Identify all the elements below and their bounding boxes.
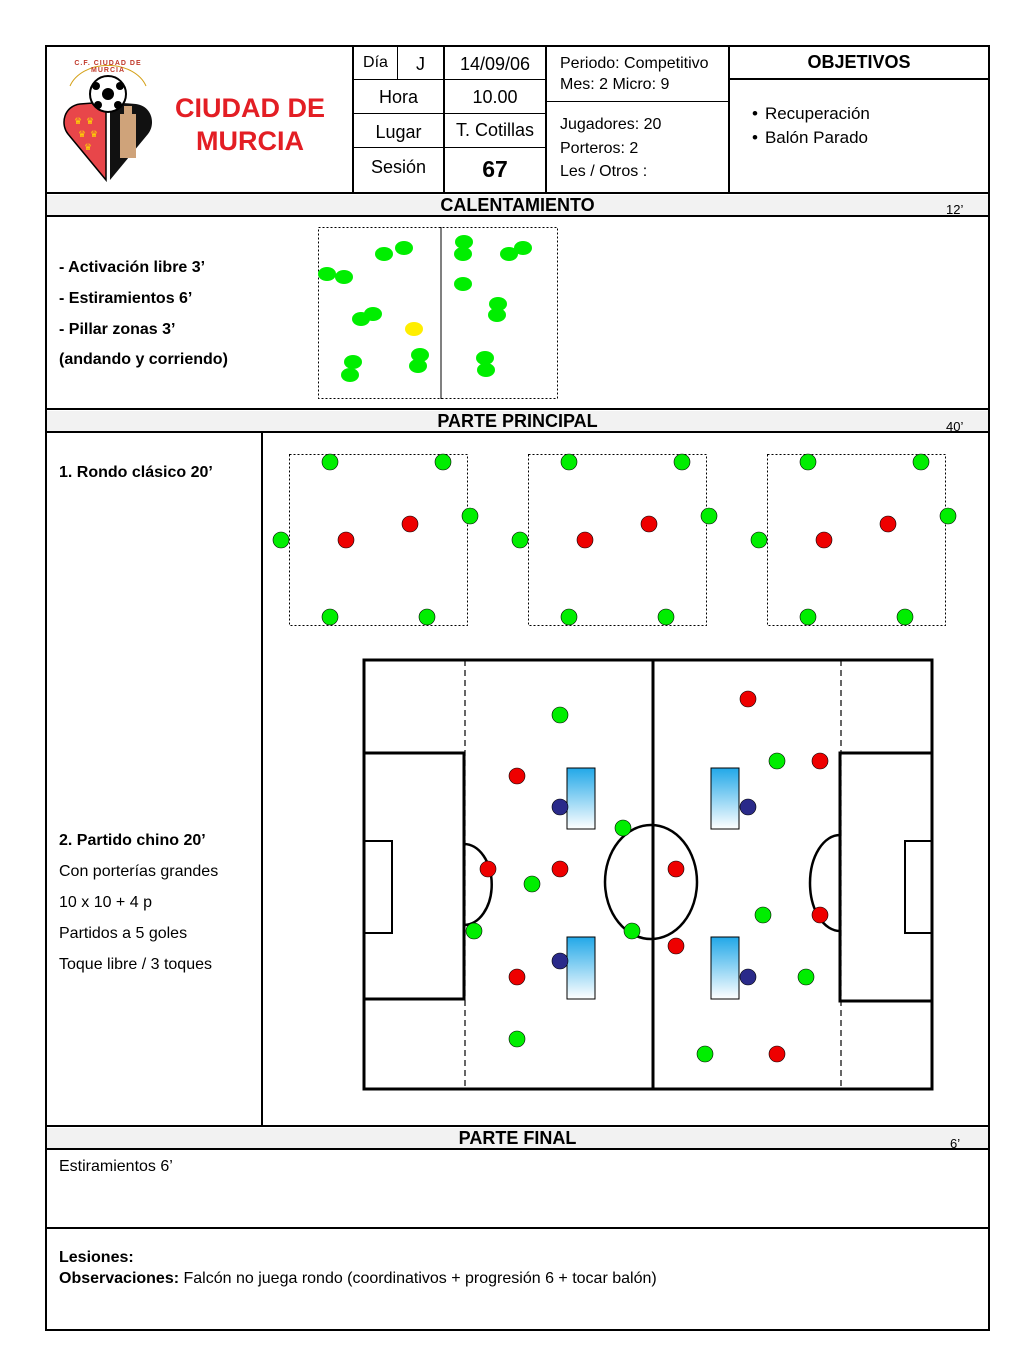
svg-text:♛: ♛ [86, 116, 95, 126]
jugadores: Jugadores: 20 [560, 116, 662, 133]
rondo-green-player [512, 532, 528, 548]
green-player [769, 753, 785, 769]
sesion-value: 67 [482, 155, 508, 182]
rondo-red-player [816, 532, 832, 548]
club-name-line1: CIUDAD DE [174, 93, 325, 123]
objetivos-list [752, 102, 870, 150]
rondo-square [273, 454, 478, 626]
warmup-item: - Estiramientos 6’ [59, 290, 193, 307]
blue-goalkeeper [740, 969, 756, 985]
warmup-item: - Activación libre 3’ [59, 259, 206, 276]
club-name [160, 92, 340, 158]
parte-principal-minutes: 40’ [946, 419, 964, 434]
parte-final-minutes: 6’ [950, 1136, 961, 1151]
svg-text:♛: ♛ [90, 129, 99, 139]
mini-goal [567, 937, 595, 999]
rondo-green-player [897, 609, 913, 625]
mini-goal [567, 768, 595, 829]
red-player [769, 1046, 785, 1062]
divider [45, 408, 990, 410]
rondo-green-player [674, 454, 690, 470]
goal-area-left [364, 841, 392, 933]
divider [545, 45, 547, 193]
rondo-red-player [402, 516, 418, 532]
divider [45, 1125, 990, 1127]
observaciones-label: Observaciones: [59, 1270, 180, 1287]
lesiones-label: Lesiones: [59, 1249, 134, 1266]
rondo-square [512, 454, 717, 626]
svg-text:♛: ♛ [74, 116, 83, 126]
warmup-player [344, 355, 362, 369]
warmup-player [395, 241, 413, 255]
warmup-player [341, 368, 359, 382]
periodo: Periodo: Competitivo [560, 55, 709, 72]
rondo-green-player [561, 454, 577, 470]
lugar-label: Lugar [375, 121, 422, 142]
pitch-diagram [360, 655, 940, 1095]
warmup-diagram [318, 227, 558, 399]
warmup-player [454, 277, 472, 291]
rondo-red-player [577, 532, 593, 548]
rondo-red-player [880, 516, 896, 532]
divider [45, 215, 990, 217]
warmup-player [455, 235, 473, 249]
rondo-green-player [322, 609, 338, 625]
divider [545, 101, 728, 102]
warmup-player [335, 270, 353, 284]
rondo-red-player [338, 532, 354, 548]
parte-principal-title: PARTE PRINCIPAL [47, 411, 988, 431]
divider [45, 431, 990, 433]
exercise-2-line: Con porterías grandes [59, 863, 219, 880]
blue-goalkeeper [740, 799, 756, 815]
warmup-player [476, 351, 494, 365]
rondo-green-player [435, 454, 451, 470]
warmup-player [454, 247, 472, 261]
warmup-player [318, 267, 336, 281]
pitch-outline [364, 660, 932, 1089]
rondo-green-player [940, 508, 956, 524]
exercise-1: 1. Rondo clásico 20’ [59, 464, 213, 481]
club-crest-icon [58, 62, 158, 184]
logo-text: C.F. CIUDAD DE MURCIA [74, 60, 142, 74]
red-player [552, 861, 568, 877]
divider [45, 1148, 990, 1150]
warmup-player [488, 308, 506, 322]
red-player [509, 768, 525, 784]
mini-goal [711, 768, 739, 829]
penalty-area-left [364, 753, 464, 999]
lugar-value: T. Cotillas [455, 119, 535, 140]
green-player [552, 707, 568, 723]
rondo-green-player [462, 508, 478, 524]
parte-final-title: PARTE FINAL [47, 1128, 988, 1148]
blue-goalkeeper [552, 953, 568, 969]
green-player [615, 820, 631, 836]
warmup-tagger [405, 322, 423, 336]
green-player [624, 923, 640, 939]
svg-text:♛: ♛ [84, 142, 93, 152]
hora-value: 10.00 [472, 86, 518, 107]
exercise-2-line: Toque libre / 3 toques [59, 956, 212, 973]
rondo-green-player [701, 508, 717, 524]
red-player [668, 938, 684, 954]
calentamiento-minutes: 12’ [946, 202, 964, 217]
objetivo-item: • Recuperación [752, 102, 870, 126]
exercise-2-title: 2. Partido chino 20’ [59, 832, 206, 849]
penalty-arc-left [464, 844, 492, 925]
rondo-green-player [913, 454, 929, 470]
exercise-2-line: Partidos a 5 goles [59, 925, 188, 942]
warmup-item: - Pillar zonas 3’ [59, 321, 176, 338]
green-player [524, 876, 540, 892]
green-player [798, 969, 814, 985]
center-circle [605, 825, 697, 939]
red-player [480, 861, 496, 877]
green-player [755, 907, 771, 923]
rondo-diagrams [270, 445, 990, 630]
dia-label: Día [363, 54, 388, 71]
red-player [812, 907, 828, 923]
calentamiento-title: CALENTAMIENTO [47, 195, 988, 215]
divider [45, 1227, 990, 1229]
mes-micro: Mes: 2 Micro: 9 [560, 76, 670, 93]
observaciones [59, 1270, 657, 1288]
rondo-green-player [273, 532, 289, 548]
svg-text:♛: ♛ [78, 129, 87, 139]
divider [261, 433, 263, 1125]
club-name-line2: MURCIA [196, 126, 304, 156]
penalty-area-right [840, 753, 932, 1001]
rondo-square [751, 454, 956, 626]
dia-value: J [416, 53, 425, 74]
hora-label: Hora [378, 86, 418, 107]
rondo-green-player [658, 609, 674, 625]
green-player [466, 923, 482, 939]
red-player [509, 969, 525, 985]
red-player [812, 753, 828, 769]
session-date: 14/09/06 [459, 53, 531, 74]
observaciones-text: Falcón no juega rondo (coordinativos + progresión 6 + tocar balón) [179, 1270, 657, 1287]
warmup-player [409, 359, 427, 373]
rondo-green-player [322, 454, 338, 470]
divider [45, 192, 990, 194]
rondo-green-player [419, 609, 435, 625]
green-player [509, 1031, 525, 1047]
warmup-player [477, 363, 495, 377]
rondo-green-player [751, 532, 767, 548]
mini-goal [711, 937, 739, 999]
les-otros: Les / Otros : [560, 163, 648, 180]
green-player [697, 1046, 713, 1062]
warmup-player [364, 307, 382, 321]
divider [728, 78, 990, 80]
sesion-label: Sesión [370, 156, 427, 177]
rondo-red-player [641, 516, 657, 532]
objetivo-item: • Balón Parado [752, 126, 870, 150]
exercise-2-line: 10 x 10 + 4 p [59, 894, 152, 911]
rondo-green-player [800, 609, 816, 625]
warmup-item: (andando y corriendo) [59, 351, 228, 368]
objetivos-title: OBJETIVOS [807, 52, 911, 72]
red-player [668, 861, 684, 877]
warmup-player [375, 247, 393, 261]
rondo-green-player [800, 454, 816, 470]
warmup-player [514, 241, 532, 255]
blue-goalkeeper [552, 799, 568, 815]
goal-area-right [905, 841, 932, 933]
porteros: Porteros: 2 [560, 140, 639, 157]
parte-final-text: Estiramientos 6’ [59, 1158, 173, 1175]
red-player [740, 691, 756, 707]
rondo-green-player [561, 609, 577, 625]
